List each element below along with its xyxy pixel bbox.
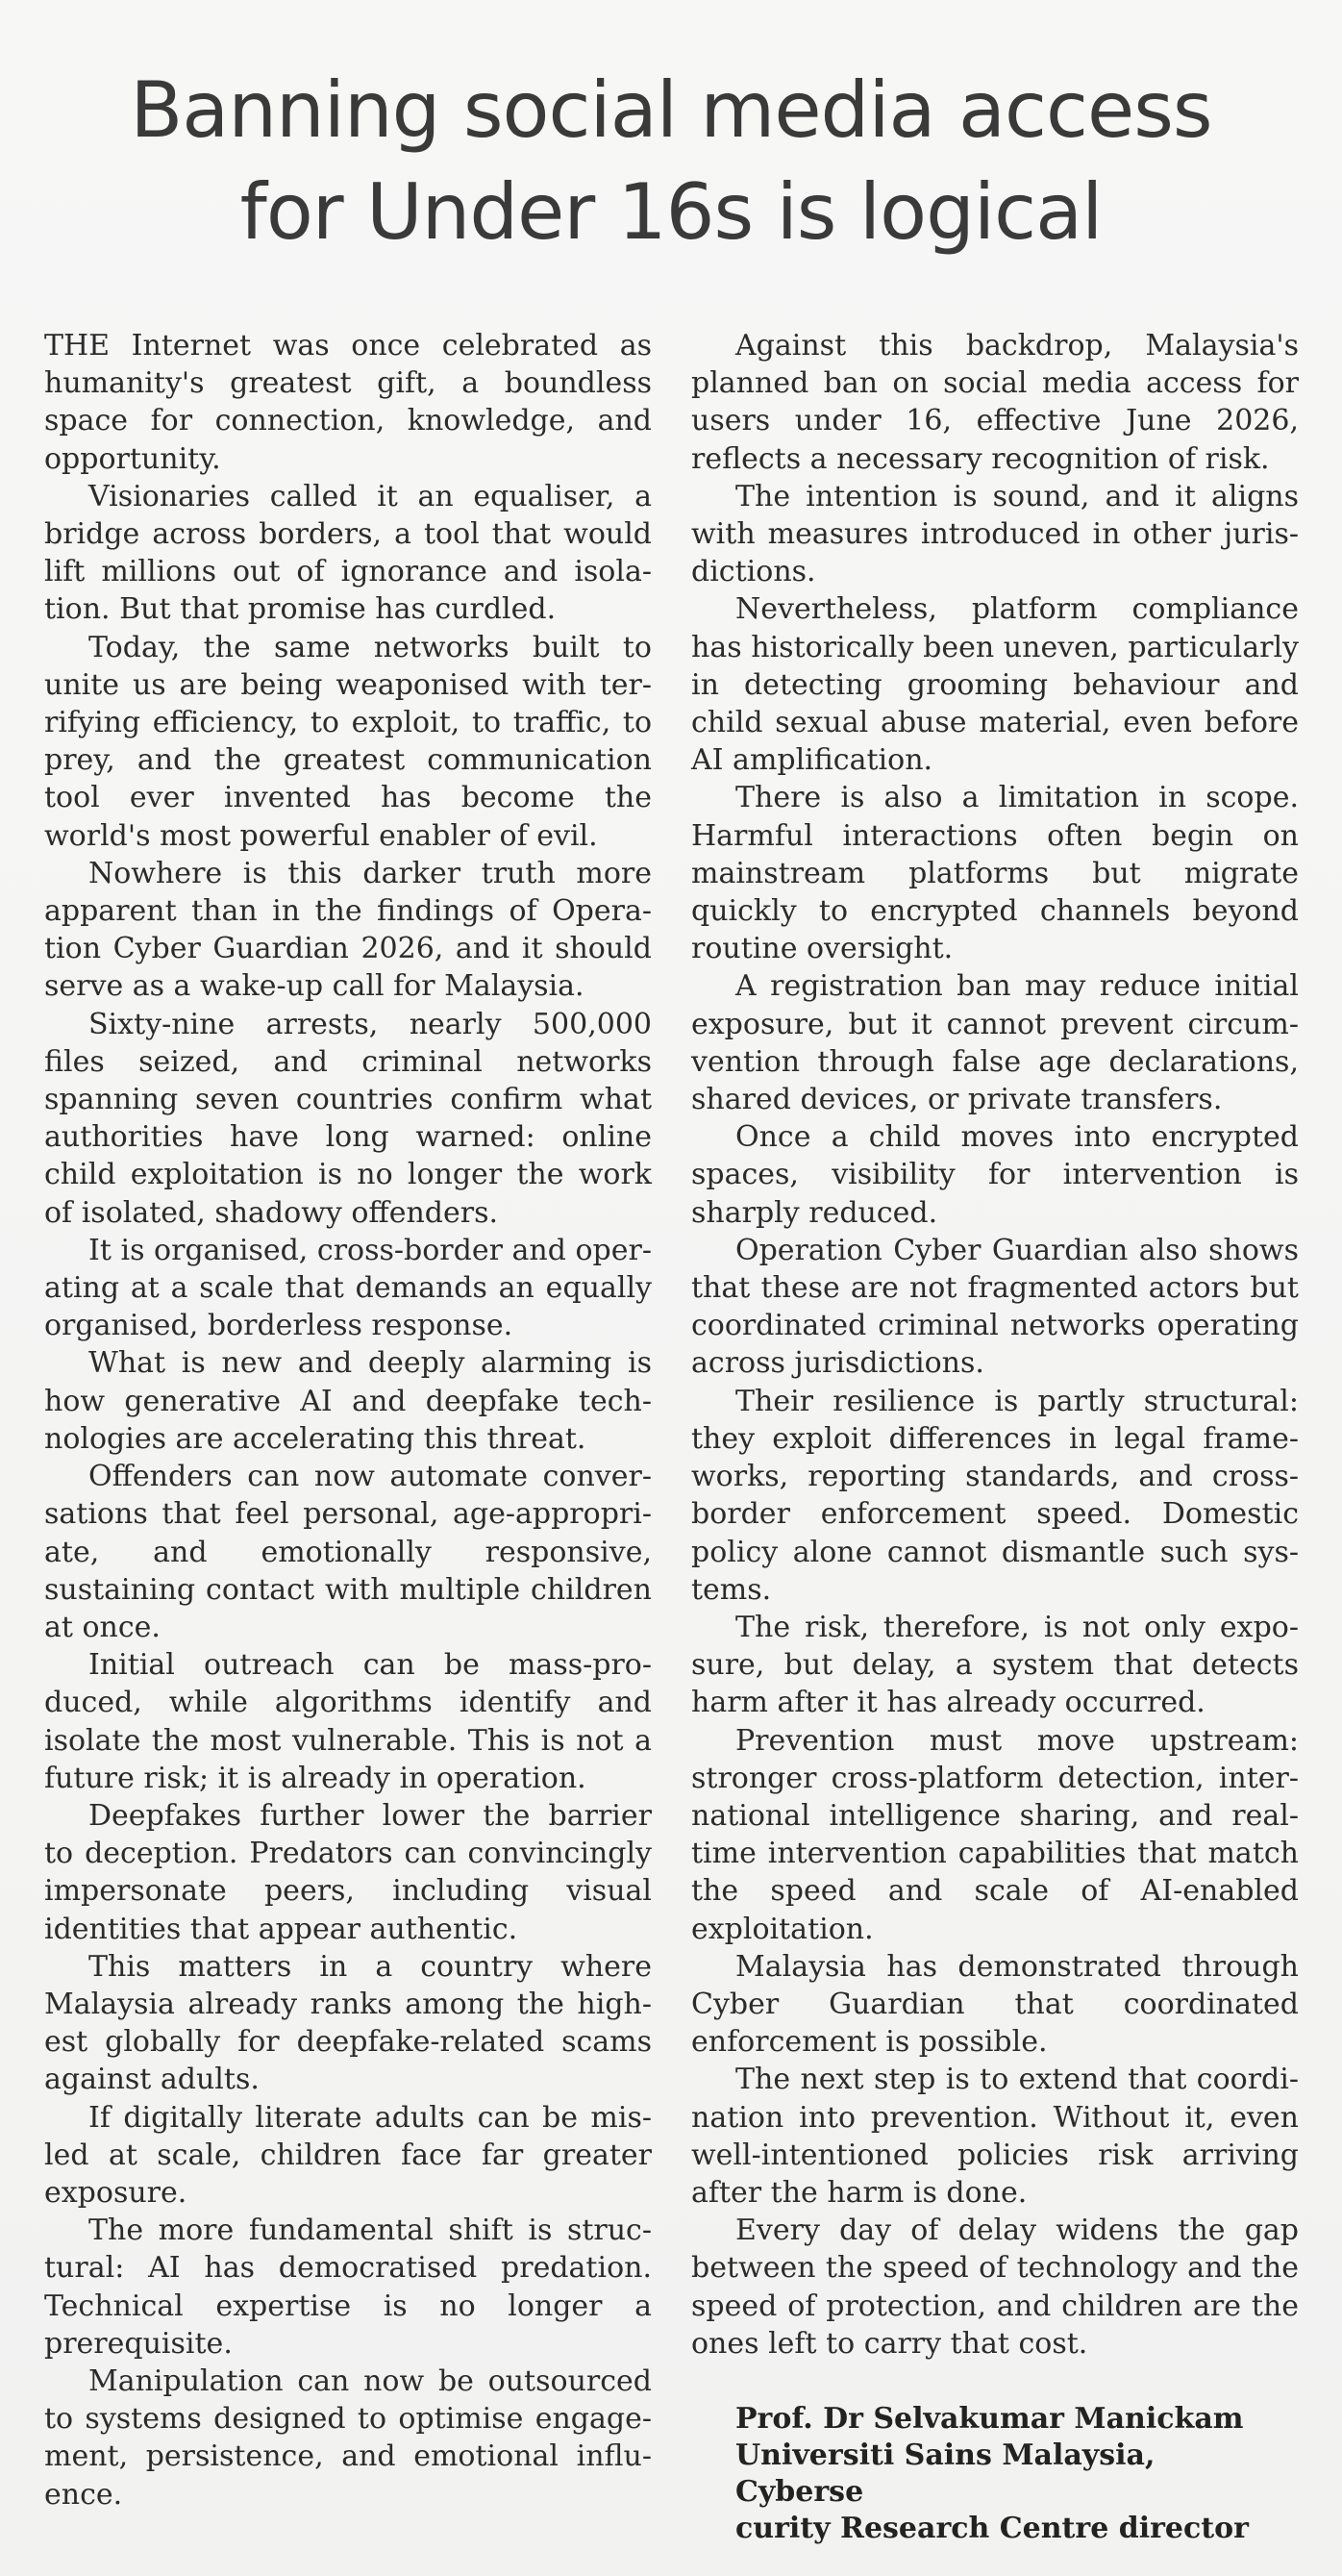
paragraph: Visionaries called it an equaliser, a bridge across borders, a tool that would lift millions out of ignorance and isolation. But that promise has curdled. [44,479,652,627]
paragraph: Against this backdrop, Malaysia's planned ban on social media access for users under 16, effective June 2026, reflects a necessary recognition of risk. [691,329,1299,476]
headline-line-1: Banning social media access [130,65,1212,155]
paragraph: Today, the same networks built to unite us are being weaponised with terrifying efficiency, to exploit, to traffic, to prey, and the greatest communication tool ever invented has become the world's most powerful enabler of evil. [44,630,652,853]
author-title: curity Research Centre director [735,2511,1249,2545]
paragraph: A registration ban may reduce initial exposure, but it cannot prevent circumvention through false age declarations, shared devices, or private transfers. [691,969,1299,1117]
paragraph: Sixty-nine arrests, nearly 500,000 files seized, and criminal networks spanning seven countries confirm what authorities have long warned: online child exploitation is no longer the work of isolated, shadowy offenders. [44,1007,652,1230]
paragraph: The next step is to extend that coordination into prevention. Without it, even well-intentioned policies risk arriving after the harm is done. [691,2063,1299,2210]
right-column [691,327,1299,2547]
paragraph: The more fundamental shift is structural: AI has democratised predation. Technical expertise is no longer a prerequisite. [44,2213,652,2361]
paragraph: The intention is sound, and it aligns with measures introduced in other jurisdictions. [691,479,1299,589]
paragraph: Nowhere is this darker truth more apparent than in the findings of Operation Cyber Guardian 2026, and it should serve as a wake-up call for Malaysia. [44,856,652,1004]
paragraph: Operation Cyber Guardian also shows that these are not fragmented actors but coordinated criminal networks operating across jurisdictions. [691,1233,1299,1381]
paragraph: It is organised, cross-border and operating at a scale that demands an equally organised, borderless response. [44,1233,652,1343]
paragraph: Prevention must move upstream: stronger cross-platform detection, international intelligence sharing, and real-time intervention capabilities that match the speed and scale of AI-enabled exploitation. [691,1723,1299,1946]
paragraph: This matters in a country where Malaysia already ranks among the highest globally for deepfake-related scams against adults. [44,1949,652,2097]
left-column [44,327,652,2513]
paragraph: Nevertheless, platform compliance has historically been uneven, particularly in detecting grooming behaviour and child sexual abuse material, even before AI amplification. [691,592,1299,778]
author-affiliation: Universiti Sains Malaysia, Cyberse [735,2438,1156,2509]
paragraph: THE Internet was once celebrated as humanity's greatest gift, a boundless space for connection, knowledge, and opportunity. [44,329,652,476]
paragraph: Malaysia has demonstrated through Cyber Guardian that coordinated enforcement is possible. [691,1949,1299,2060]
paragraph: If digitally literate adults can be misled at scale, children face far greater exposure. [44,2100,652,2210]
paragraph: There is also a limitation in scope. Harmful interactions often begin on mainstream platforms but migrate quickly to encrypted channels beyond routine oversight. [691,781,1299,966]
paragraph: Initial outreach can be mass-produced, while algorithms identify and isolate the most vulnerable. This is not a future risk; it is already in operation. [44,1648,652,1795]
author-byline [691,2401,1299,2547]
paragraph: Once a child moves into encrypted spaces, visibility for intervention is sharply reduced. [691,1120,1299,1230]
paragraph: Offenders can now automate conversations that feel personal, age-appropriate, and emotionally responsive, sustaining contact with multiple children at once. [44,1460,652,1644]
paragraph: What is new and deeply alarming is how generative AI and deepfake technologies are accelerating this threat. [44,1346,652,1456]
paragraph: Manipulation can now be outsourced to systems designed to optimise engagement, persistence, and emotional influence. [44,2363,652,2512]
paragraph: Deepfakes further lower the barrier to deception. Predators can convincingly impersonate peers, including visual identities that appear authentic. [44,1798,652,1946]
author-name: Prof. Dr Selvakumar Manickam [735,2401,1244,2436]
paragraph: The risk, therefore, is not only exposure, but delay, a system that detects harm after it has already occurred. [691,1610,1299,1720]
headline [38,60,1304,263]
paragraph: Their resilience is partly structural: they exploit differences in legal frameworks, reporting standards, and cross-border enforcement speed. Domestic policy alone cannot dismantle such systems. [691,1384,1299,1607]
headline-line-2: for Under 16s is logical [239,167,1103,257]
paragraph: Every day of delay widens the gap between the speed of technology and the speed of protection, and children are the ones left to carry that cost. [691,2213,1299,2361]
